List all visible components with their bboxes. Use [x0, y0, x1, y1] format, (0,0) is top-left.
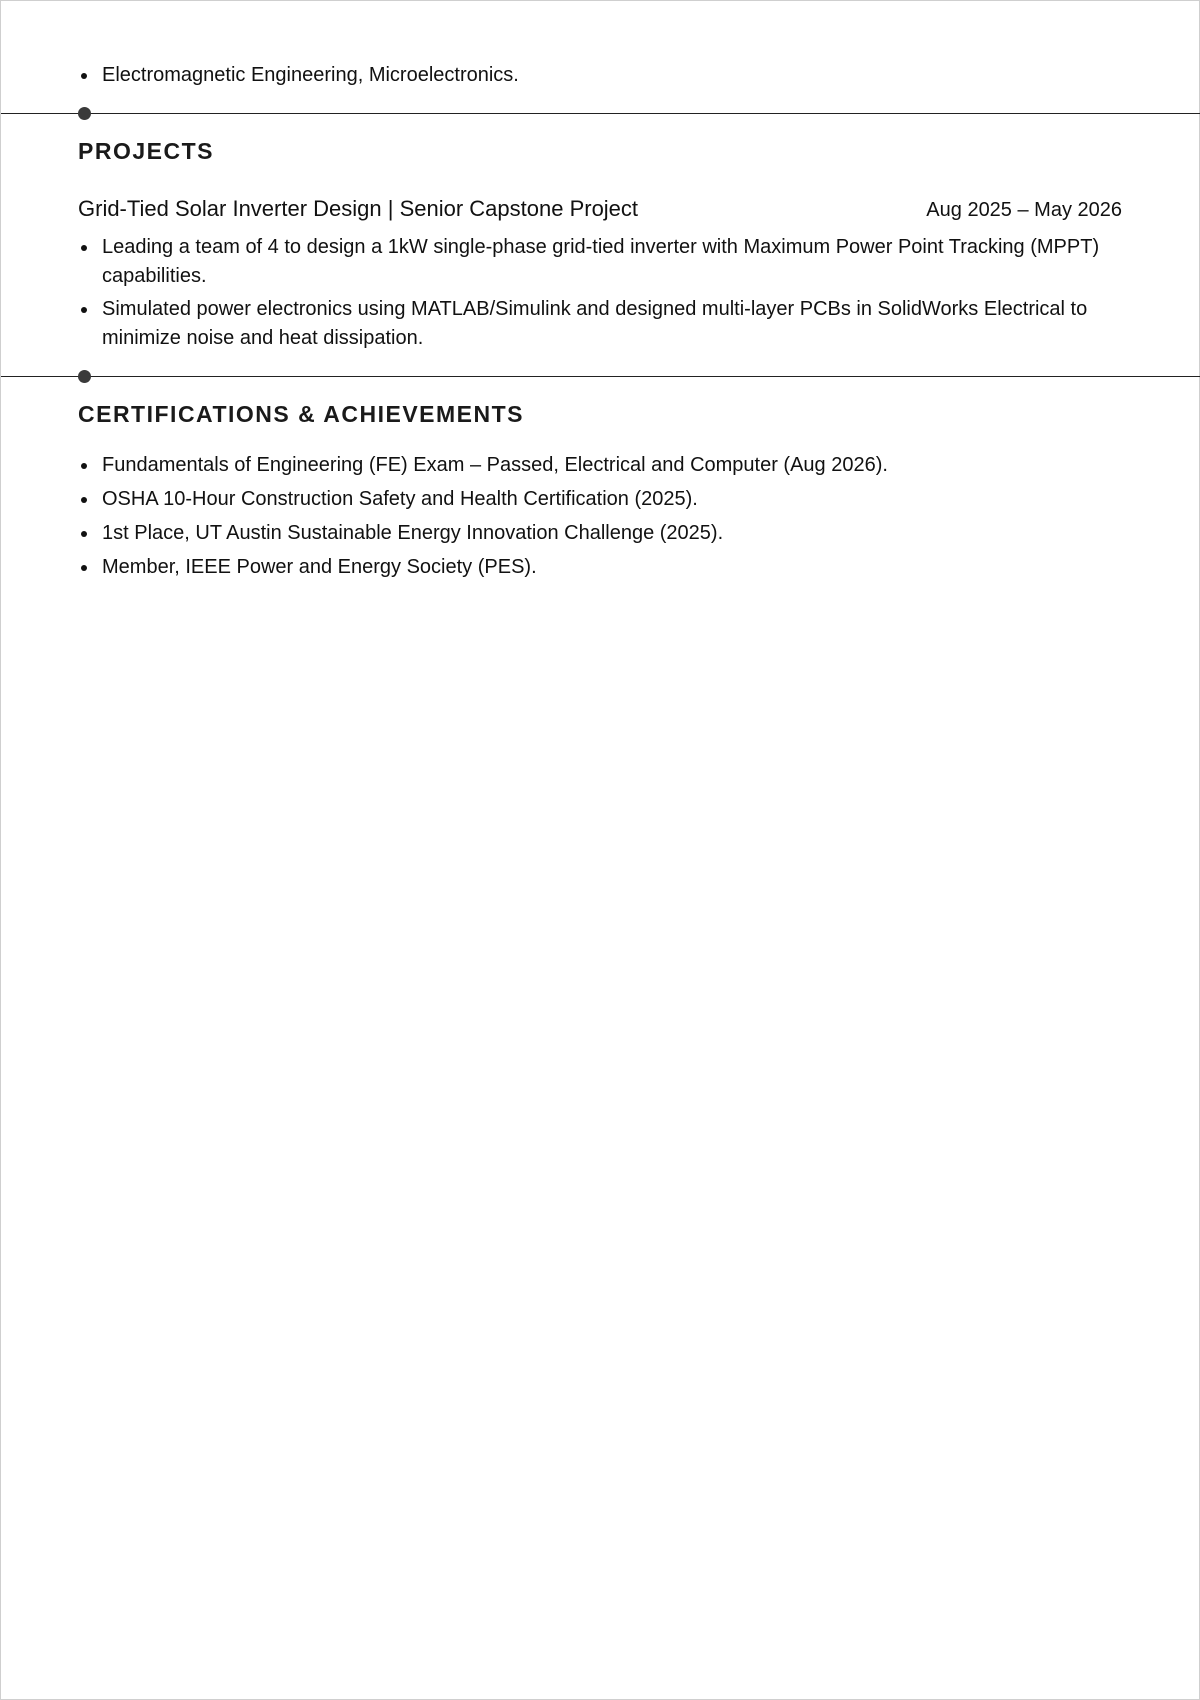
project-header	[78, 196, 1122, 222]
section-divider	[1, 113, 1200, 114]
list-item: 1st Place, UT Austin Sustainable Energy Innovation Challenge (2025).	[78, 519, 1122, 548]
list-item: Leading a team of 4 to design a 1kW single-phase grid-tied inverter with Maximum Power Point Tracking (MPPT) capabilities.	[78, 233, 1122, 291]
list-item: Electromagnetic Engineering, Microelectronics.	[78, 61, 1122, 90]
list-item: Simulated power electronics using MATLAB/Simulink and designed multi-layer PCBs in SolidWorks Electrical to minimize noise and heat dissipation.	[78, 295, 1122, 353]
education-list	[78, 61, 1122, 90]
section-divider	[1, 376, 1200, 377]
section-title-projects: PROJECTS	[78, 138, 214, 164]
certifications-list	[78, 451, 1122, 582]
project-date: Aug 2025 – May 2026	[926, 199, 1122, 221]
certifications-details	[78, 451, 1122, 582]
education-continuation	[78, 61, 1122, 90]
section-title-certifications: CERTIFICATIONS & ACHIEVEMENTS	[78, 401, 525, 427]
list-item: Member, IEEE Power and Energy Society (PES).	[78, 553, 1122, 582]
project-title: Grid-Tied Solar Inverter Design | Senior Capstone Project	[78, 196, 639, 221]
divider-dot-icon	[78, 107, 91, 120]
list-item: OSHA 10-Hour Construction Safety and Health Certification (2025).	[78, 485, 1122, 514]
divider-dot-icon	[78, 370, 91, 383]
list-item: Fundamentals of Engineering (FE) Exam – Passed, Electrical and Computer (Aug 2026).	[78, 451, 1122, 480]
project-bullet-list	[78, 233, 1122, 353]
project-details	[78, 233, 1122, 353]
